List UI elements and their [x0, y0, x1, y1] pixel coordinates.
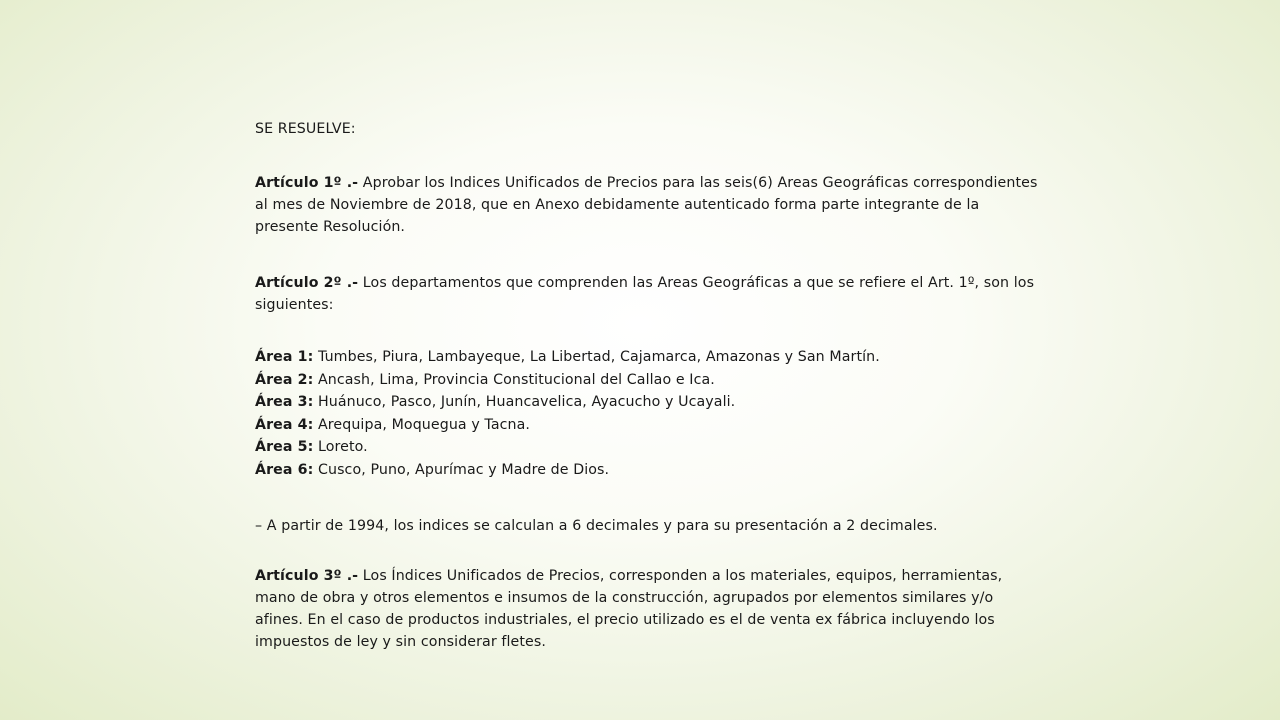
- article-1-text: Aprobar los Indices Unificados de Precios para las seis(6) Areas Geográficas correspondientes al mes de Noviembre de 2018, que en Anexo debidamente autenticado forma parte integrante de la presente Resolución.: [255, 175, 1038, 235]
- resolution-heading: SE RESUELVE:: [255, 121, 356, 137]
- area-item: [255, 346, 1045, 369]
- area-item: [255, 459, 1045, 482]
- areas-list: [255, 346, 1045, 481]
- article-1-label: Artículo 1º .-: [255, 175, 359, 191]
- article-2-text: Los departamentos que comprenden las Areas Geográficas a que se refiere el Art. 1º, son los siguientes:: [255, 275, 1035, 313]
- area-item: [255, 414, 1045, 437]
- area-2-label: Área 2:: [255, 371, 314, 388]
- area-item: [255, 391, 1045, 414]
- area-item: [255, 369, 1045, 392]
- area-5-label: Área 5:: [255, 439, 314, 455]
- article-3: [255, 565, 1045, 653]
- area-3-text: Huánuco, Pasco, Junín, Huancavelica, Ayacucho y Ucayali.: [313, 394, 736, 410]
- area-6-label: Área 6:: [255, 461, 314, 478]
- article-1: [255, 172, 1045, 238]
- area-3-label: Área 3:: [255, 394, 314, 410]
- area-4-text: Arequipa, Moquegua y Tacna.: [313, 416, 531, 433]
- article-2: [255, 272, 1045, 316]
- area-5-text: Loreto.: [313, 439, 368, 455]
- article-3-text: Los Índices Unificados de Precios, corresponden a los materiales, equipos, herramientas, mano de obra y otros elementos e insumos de la construcción, agrupados por elementos similares y/o afines. En el caso de productos industriales, el precio utilizado es el de venta ex fábrica incluyendo los impuestos de ley y sin considerar fletes.: [255, 568, 1003, 650]
- area-4-label: Área 4:: [255, 416, 314, 433]
- area-1-label: Área 1:: [255, 349, 314, 365]
- area-2-text: Ancash, Lima, Provincia Constitucional del Callao e Ica.: [313, 371, 715, 388]
- area-1-text: Tumbes, Piura, Lambayeque, La Libertad, Cajamarca, Amazonas y San Martín.: [313, 349, 880, 365]
- article-2-label: Artículo 2º .-: [255, 275, 359, 291]
- article-3-label: Artículo 3º .-: [255, 568, 359, 584]
- area-6-text: Cusco, Puno, Apurímac y Madre de Dios.: [313, 461, 610, 478]
- document-body: [255, 118, 1045, 653]
- decimals-note: – A partir de 1994, los indices se calculan a 6 decimales y para su presentación a 2 decimales.: [255, 518, 938, 534]
- area-item: [255, 436, 1045, 459]
